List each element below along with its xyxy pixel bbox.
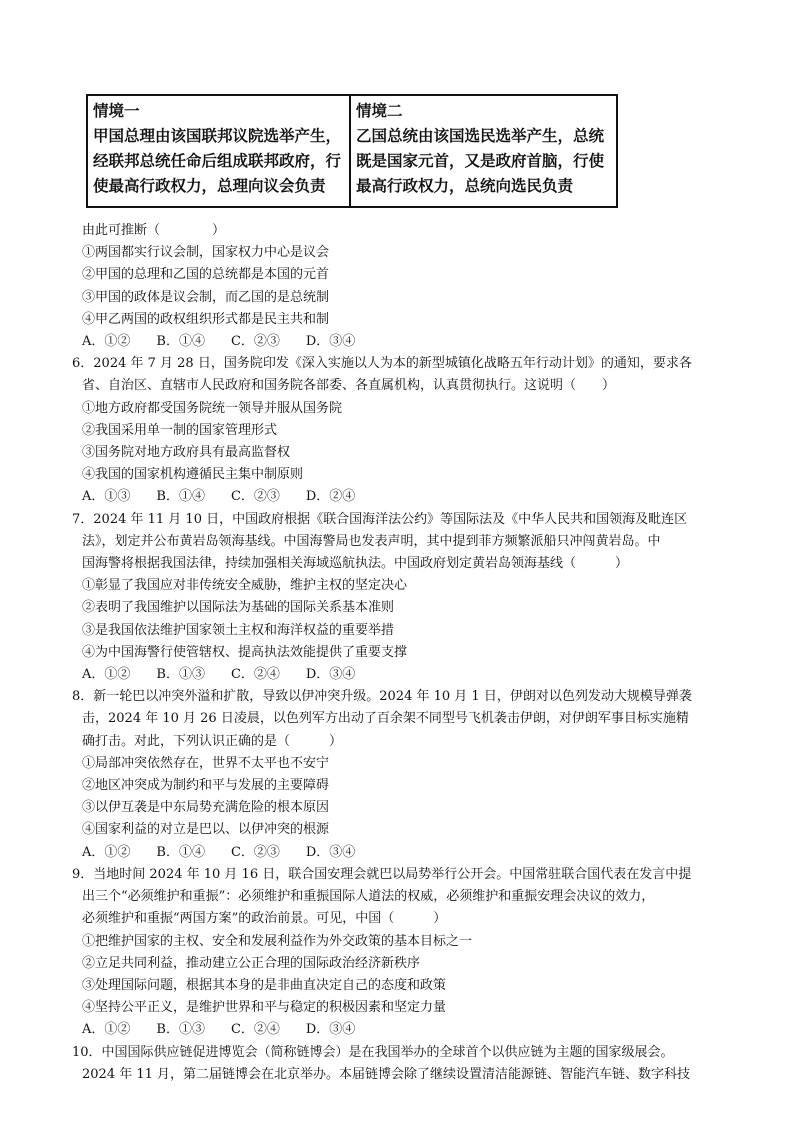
q6-option-1: ①地方政府都受国务院统一领导并服从国务院: [82, 400, 343, 416]
q7-choices: A．①② B．①③ C．②④ D．③④: [82, 667, 356, 683]
q6-option-3: ③国务院对地方政府具有最高监督权: [82, 445, 291, 461]
q6-option-4: ④我国的国家机构遵循民主集中制原则: [82, 467, 304, 483]
q10-stem-line-2: 2024 年 11 月，第二届链博会在北京举办。本届链博会除了继续设置清洁能源链、智能汽车链、数字科技: [82, 1066, 691, 1082]
q5-choices: A．①② B．①④ C．②③ D．③④: [82, 334, 356, 350]
q9-choices: A．①② B．①③ C．②④ D．③④: [82, 1022, 356, 1038]
q9-option-4: ④坚持公平正义，是维护世界和平与稳定的积极因素和坚定力量: [82, 1000, 447, 1016]
q7-option-4: ④为中国海警行使管辖权、提高执法效能提供了重要支撑: [82, 644, 408, 660]
q6-stem-line-1: 6．2024 年 7 月 28 日，国务院印发《深入实施以人为本的新型城镇化战略五年行动计划》的通知，要求各: [72, 356, 692, 372]
q9-option-3: ③处理国际问题，根据其本身的是非曲直决定自己的态度和政策: [82, 977, 447, 993]
q5-stem: 由此可推断（ ）: [82, 223, 226, 238]
q7-stem-line-2: 法》，划定并公布黄岩岛领海基线。中国海警局也发表声明，其中提到菲方频繁派船只冲闯黄岩岛。中: [82, 533, 661, 549]
scenario-two-title: 情境二: [356, 101, 403, 120]
q8-choices: A．①② B．①④ C．②③ D．③④: [82, 844, 356, 860]
q8-stem-line-2: 击，2024 年 10 月 26 日凌晨，以色列军方出动了百余架不同型号飞机袭击伊朗，对伊朗军事目标实施精: [82, 711, 689, 727]
q8-option-2: ②地区冲突成为制约和平与发展的主要障碍: [82, 778, 330, 794]
scenario-one-cell: [88, 96, 351, 206]
q8-stem-line-1: 8．新一轮巴以冲突外溢和扩散，导致以伊冲突升级。2024 年 10 月 1 日，伊朗对以色列发动大规模导弹袭: [72, 689, 692, 705]
scenario-one-text: 甲国总理由该国联邦议院选举产生，经联邦总统任命后组成联邦政府，行使最高行政权力，总理向议会负责: [93, 126, 342, 195]
q5-option-4: ④甲乙两国的政权组织形式都是民主共和制: [82, 311, 330, 327]
q7-option-1: ①彰显了我国应对非传统安全威胁，维护主权的坚定决心: [82, 578, 408, 594]
q5-option-2: ②甲国的总理和乙国的总统都是本国的元首: [82, 267, 330, 283]
q9-stem-line-2: 出三个“必须维护和重振”：必须维护和重振国际人道法的权威，必须维护和重振安理会决议的效力，: [82, 889, 655, 905]
q9-option-1: ①把维护国家的主权、安全和发展利益作为外交政策的基本目标之一: [82, 933, 473, 949]
q7-stem-line-1: 7．2024 年 11 月 10 日，中国政府根据《联合国海洋法公约》等国际法及《中华人民共和国领海及毗连区: [72, 511, 688, 527]
q7-option-3: ③是我国依法维护国家领土主权和海洋权益的重要举措: [82, 622, 395, 638]
q9-option-2: ②立足共同利益，推动建立公正合理的国际政治经济新秩序: [82, 955, 421, 971]
q6-choices: A．①③ B．①④ C．②③ D．②④: [82, 489, 356, 505]
q8-option-3: ③以伊互袭是中东局势充满危险的根本原因: [82, 800, 330, 816]
q6-option-2: ②我国采用单一制的国家管理形式: [82, 422, 278, 438]
scenario-two-cell: [351, 96, 616, 206]
q5-option-3: ③甲国的政体是议会制，而乙国的是总统制: [82, 289, 330, 305]
q8-option-1: ①局部冲突依然存在，世界不太平也不安宁: [82, 755, 330, 771]
q8-option-4: ④国家利益的对立是巴以、以伊冲突的根源: [82, 822, 330, 838]
q9-stem-line-1: 9．当地时间 2024 年 10 月 16 日，联合国安理会就巴以局势举行公开会。中国常驻联合国代表在发言中提: [72, 866, 692, 882]
scenario-one-title: 情境一: [93, 101, 140, 120]
q6-stem-line-2: 省、自治区、直辖市人民政府和国务院各部委、各直属机构，认真贯彻执行。这说明（ ）: [82, 378, 616, 394]
q5-option-1: ①两国都实行议会制，国家权力中心是议会: [82, 245, 330, 261]
q9-stem-line-3: 必须维护和重振“两国方案”的政治前景。可见，中国（ ）: [82, 911, 447, 927]
scenario-two-text: 乙国总统由该国选民选举产生，总统既是国家元首，又是政府首脑，行使最高行政权力，总统向选民负责: [356, 126, 605, 195]
scenario-table: [86, 94, 618, 208]
q8-stem-line-3: 确打击。对此，下列认识正确的是（ ）: [82, 733, 343, 749]
question-list: [72, 220, 732, 1086]
q7-option-2: ②表明了我国维护以国际法为基础的国际关系基本准则: [82, 600, 395, 616]
q10-stem-line-1: 10．中国国际供应链促进博览会（简称链博会）是在我国举办的全球首个以供应链为主题的国家级展会。: [72, 1044, 674, 1060]
q7-stem-line-3: 国海警将根据我国法律，持续加强相关海域巡航执法。中国政府划定黄岩岛领海基线（ ）: [82, 556, 629, 572]
